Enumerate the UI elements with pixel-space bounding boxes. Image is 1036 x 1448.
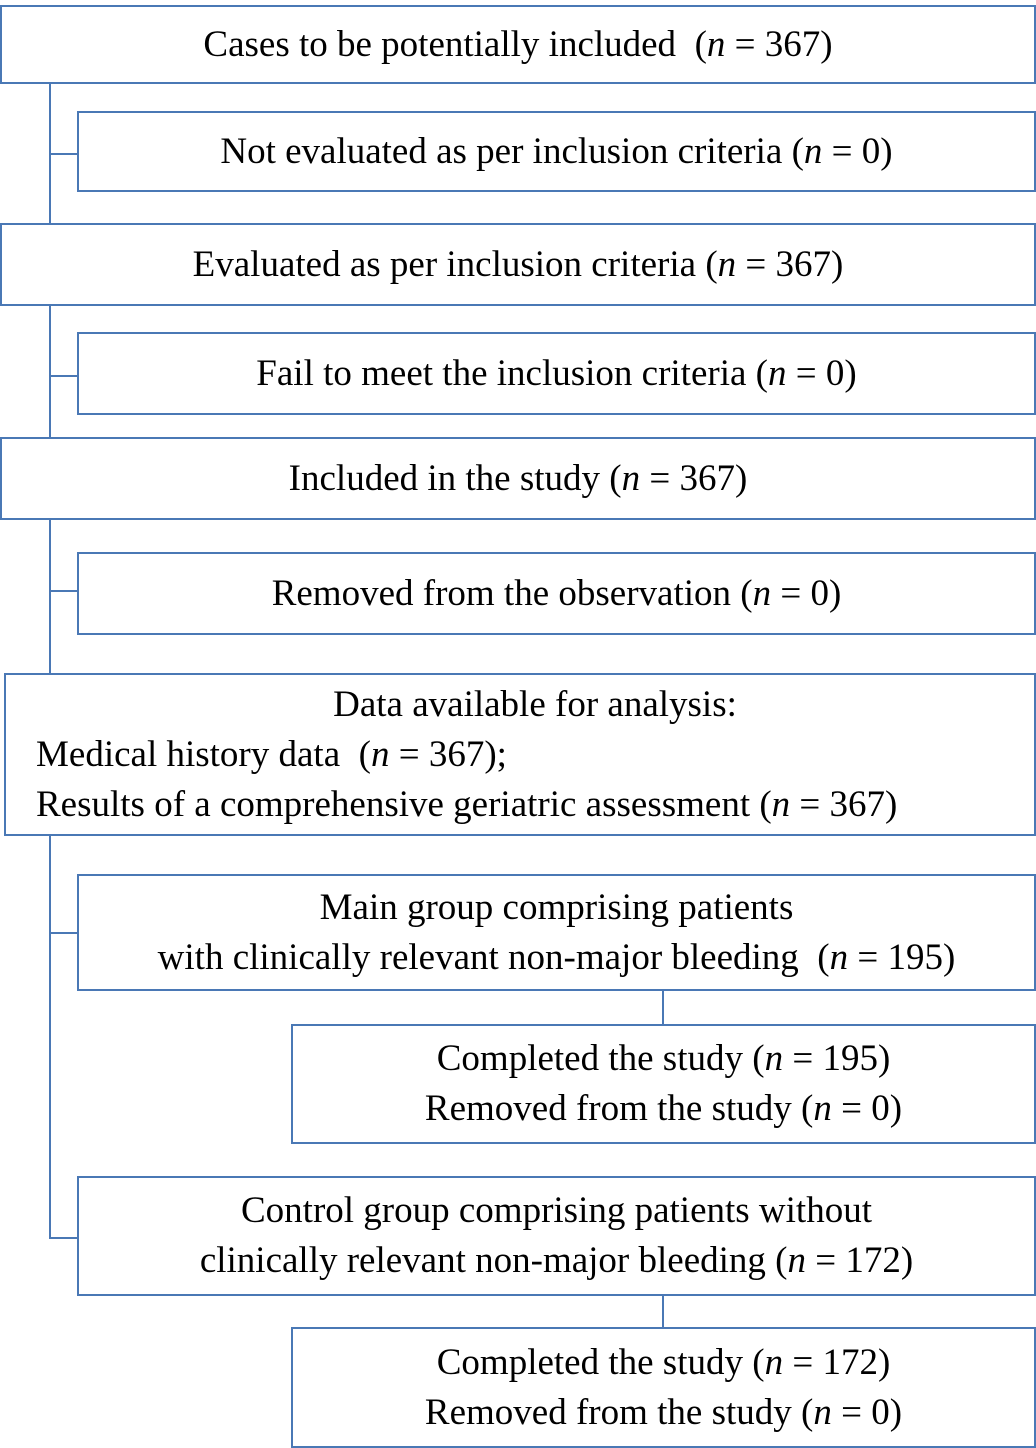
- main-removed-line: Removed from the study (n = 0): [424, 1088, 903, 1129]
- control-completed-line: Completed the study (n = 172): [436, 1341, 891, 1383]
- control-completed-box: [291, 1327, 1036, 1448]
- control-group-line2: clinically relevant non-major bleeding (n = 172): [199, 1240, 914, 1281]
- not-evaluated-box: [77, 111, 1036, 192]
- control-group-box: [77, 1176, 1036, 1296]
- data-available-box: [4, 673, 1036, 836]
- fail-box: [77, 332, 1036, 415]
- main-group-box: [77, 874, 1036, 991]
- removed-observation-box: [77, 552, 1036, 635]
- removed-observation-text: Removed from the observation (n = 0): [271, 572, 842, 614]
- geriatric-assessment-line: Results of a comprehensive geriatric assessment (n = 367): [36, 783, 898, 825]
- not-evaluated-text: Not evaluated as per inclusion criteria (n = 0): [220, 130, 893, 172]
- main-group-line2: with clinically relevant non-major bleeding (n = 195): [157, 936, 956, 978]
- control-group-line1: Control group comprising patients without: [240, 1190, 872, 1231]
- main-completed-line: Completed the study (n = 195): [436, 1038, 891, 1079]
- cases-box: [0, 5, 1036, 84]
- control-group-down-connector: [662, 1294, 664, 1330]
- control-removed-line: Removed from the study (n = 0): [424, 1391, 903, 1433]
- main-completed-box: [291, 1024, 1036, 1144]
- evaluated-text: Evaluated as per inclusion criteria (n = 367): [192, 243, 844, 285]
- branch-fail: [49, 375, 79, 377]
- fail-text: Fail to meet the inclusion criteria (n = 0): [256, 352, 857, 394]
- data-available-heading: Data available for analysis:: [333, 683, 737, 725]
- main-group-down-connector: [662, 990, 664, 1026]
- branch-not-evaluated: [49, 153, 79, 155]
- branch-main-group: [49, 932, 79, 934]
- included-box: [0, 437, 1036, 520]
- cases-text: Cases to be potentially included (n = 367): [203, 23, 833, 65]
- included-text: Included in the study (n = 367): [288, 457, 748, 499]
- branch-control-group: [49, 1237, 79, 1239]
- evaluated-box: [0, 223, 1036, 306]
- medical-history-line: Medical history data (n = 367);: [36, 733, 507, 775]
- branch-removed-obs: [49, 590, 79, 592]
- main-group-line1: Main group comprising patients: [319, 886, 794, 928]
